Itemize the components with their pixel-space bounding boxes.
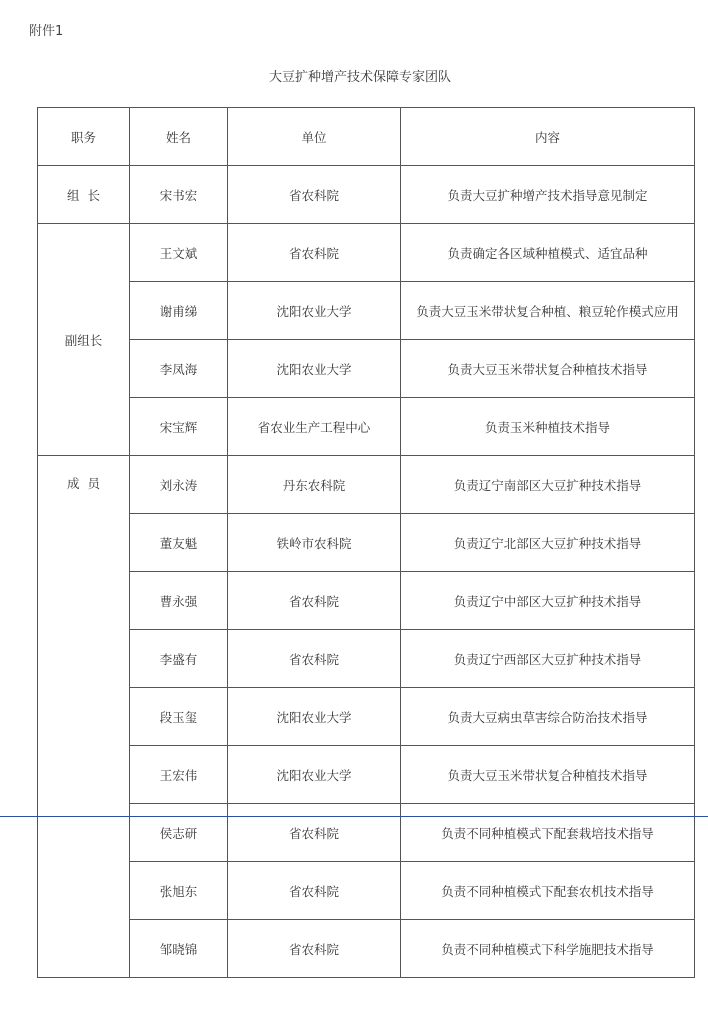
table-row (38, 920, 695, 978)
duty-cell: 负责大豆扩种增产技术指导意见制定 (401, 166, 695, 224)
duty-cell: 负责辽宁南部区大豆扩种技术指导 (401, 456, 695, 514)
table-row (38, 282, 695, 340)
name-cell: 谢甫绨 (130, 282, 228, 340)
table-row (38, 804, 695, 862)
table-row (38, 630, 695, 688)
header-role: 职务 (38, 108, 130, 166)
unit-cell: 省农科院 (228, 920, 401, 978)
duty-cell: 负责不同种植模式下配套农机技术指导 (401, 862, 695, 920)
name-cell: 段玉玺 (130, 688, 228, 746)
unit-cell: 省农科院 (228, 630, 401, 688)
name-cell: 侯志研 (130, 804, 228, 862)
table-row (38, 398, 695, 456)
role-vice-leader: 副组长 (38, 224, 130, 456)
name-cell: 曹永强 (130, 572, 228, 630)
table-row (38, 862, 695, 920)
name-cell: 刘永涛 (130, 456, 228, 514)
table-row (38, 688, 695, 746)
role-leader: 组 长 (38, 166, 130, 224)
duty-cell: 负责大豆玉米带状复合种植技术指导 (401, 746, 695, 804)
name-cell: 李盛有 (130, 630, 228, 688)
unit-cell: 省农科院 (228, 862, 401, 920)
duty-cell: 负责大豆玉米带状复合种植、粮豆轮作模式应用 (401, 282, 695, 340)
unit-cell: 沈阳农业大学 (228, 340, 401, 398)
role-member: 成 员 (38, 456, 130, 978)
duty-cell: 负责辽宁北部区大豆扩种技术指导 (401, 514, 695, 572)
header-name: 姓名 (130, 108, 228, 166)
unit-cell: 省农科院 (228, 572, 401, 630)
name-cell: 宋宝辉 (130, 398, 228, 456)
name-cell: 王宏伟 (130, 746, 228, 804)
name-cell: 宋书宏 (130, 166, 228, 224)
name-cell: 李凤海 (130, 340, 228, 398)
duty-cell: 负责辽宁西部区大豆扩种技术指导 (401, 630, 695, 688)
unit-cell: 丹东农科院 (228, 456, 401, 514)
unit-cell: 省农业生产工程中心 (228, 398, 401, 456)
name-cell: 王文斌 (130, 224, 228, 282)
table-row (38, 456, 695, 514)
unit-cell: 省农科院 (228, 804, 401, 862)
table-row (38, 224, 695, 282)
table-row (38, 514, 695, 572)
unit-cell: 沈阳农业大学 (228, 688, 401, 746)
unit-cell: 沈阳农业大学 (228, 746, 401, 804)
page-break-line (0, 816, 708, 817)
duty-cell: 负责大豆病虫草害综合防治技术指导 (401, 688, 695, 746)
unit-cell: 铁岭市农科院 (228, 514, 401, 572)
name-cell: 邹晓锦 (130, 920, 228, 978)
duty-cell: 负责不同种植模式下配套栽培技术指导 (401, 804, 695, 862)
unit-cell: 沈阳农业大学 (228, 282, 401, 340)
attachment-label: 附件1 (29, 24, 64, 39)
header-duty: 内容 (401, 108, 695, 166)
duty-cell: 负责辽宁中部区大豆扩种技术指导 (401, 572, 695, 630)
expert-team-table (37, 107, 695, 978)
table-row (38, 166, 695, 224)
name-cell: 董友魁 (130, 514, 228, 572)
table-row (38, 340, 695, 398)
duty-cell: 负责确定各区域种植模式、适宜品种 (401, 224, 695, 282)
name-cell: 张旭东 (130, 862, 228, 920)
duty-cell: 负责大豆玉米带状复合种植技术指导 (401, 340, 695, 398)
unit-cell: 省农科院 (228, 166, 401, 224)
document-title: 大豆扩种增产技术保障专家团队 (268, 70, 451, 85)
header-unit: 单位 (228, 108, 401, 166)
table-row (38, 746, 695, 804)
table-row (38, 572, 695, 630)
unit-cell: 省农科院 (228, 224, 401, 282)
table-header-row (38, 108, 695, 166)
duty-cell: 负责不同种植模式下科学施肥技术指导 (401, 920, 695, 978)
duty-cell: 负责玉米种植技术指导 (401, 398, 695, 456)
